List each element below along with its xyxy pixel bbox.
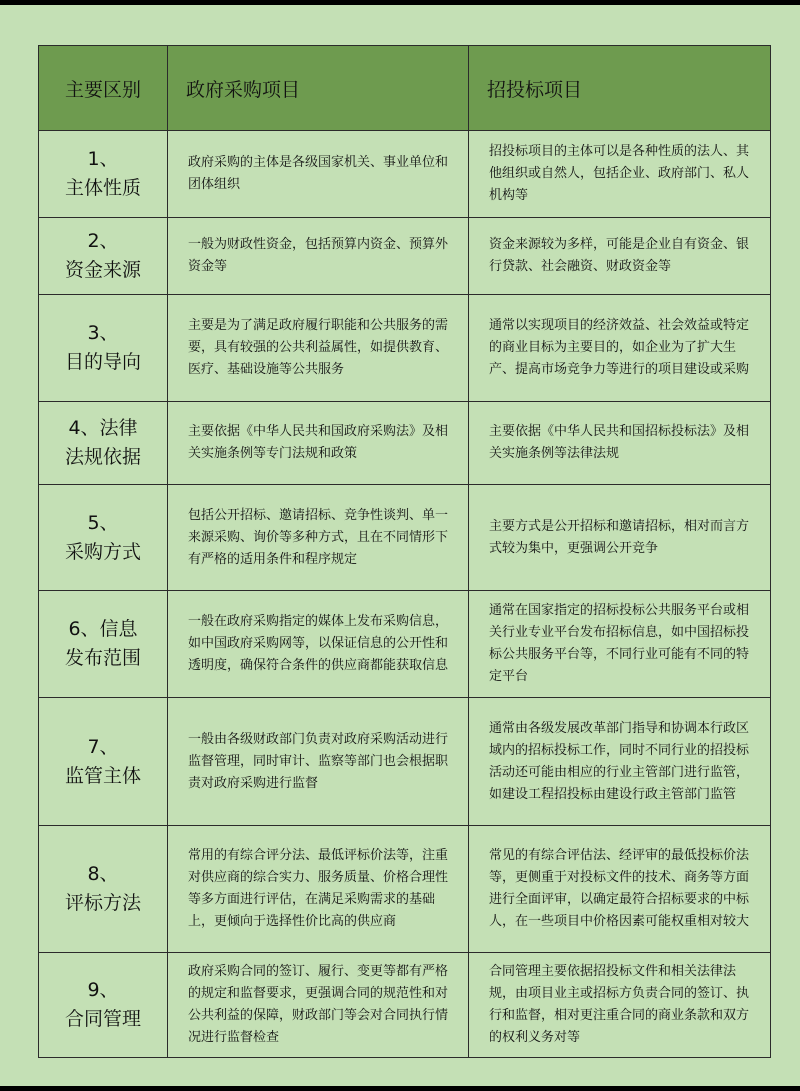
row-category-line2: 目的导向: [64, 351, 141, 373]
row-category-line1: 6、信息: [68, 618, 138, 640]
table-row: [39, 826, 771, 953]
row-category-line1: 9、: [87, 979, 119, 1001]
table-row: [39, 591, 771, 698]
row-category-line2: 合同管理: [64, 1008, 141, 1030]
row-category-line2: 发布范围: [64, 647, 141, 669]
row-category-line1: 7、: [87, 735, 119, 758]
row-category: [39, 295, 168, 402]
row-category: [39, 698, 168, 826]
table-row: [39, 485, 771, 591]
bidding-cell: 通常由各级发展改革部门指导和协调本行政区域内的招标投标工作，同时不同行业的招投标活动还可能由相应的行业主管部门进行监管，如建设工程招投标由建设行政主管部门监管: [469, 698, 771, 826]
government-cell: 政府采购合同的签订、履行、变更等都有严格的规定和监督要求，更强调合同的规范性和对公共利益的保障，财政部门等会对合同执行情况进行监督检查: [168, 953, 469, 1058]
bidding-cell: 通常在国家指定的招标投标公共服务平台或相关行业专业平台发布招标信息，如中国招标投标公共服务平台等，不同行业可能有不同的特定平台: [469, 591, 771, 698]
table-row: [39, 402, 771, 485]
row-category-line2: 主体性质: [64, 177, 141, 199]
government-cell: 一般在政府采购指定的媒体上发布采购信息，如中国政府采购网等，以保证信息的公开性和透明度，确保符合条件的供应商都能获取信息: [168, 591, 469, 698]
row-category: [39, 953, 168, 1058]
bidding-cell: 主要方式是公开招标和邀请招标，相对而言方式较为集中，更强调公开竞争: [469, 485, 771, 591]
row-category-line2: 监管主体: [64, 764, 141, 787]
government-cell: 政府采购的主体是各级国家机关、事业单位和团体组织: [168, 131, 469, 218]
government-cell: 主要是为了满足政府履行职能和公共服务的需要，具有较强的公共利益属性，如提供教育、医疗、基础设施等公共服务: [168, 295, 469, 402]
government-cell: 主要依据《中华人民共和国政府采购法》及相关实施条例等专门法规和政策: [168, 402, 469, 485]
row-category-line1: 4、法律: [68, 417, 138, 439]
comparison-page: [0, 5, 800, 1086]
bidding-cell: 资金来源较为多样，可能是企业自有资金、银行贷款、社会融资、财政资金等: [469, 218, 771, 295]
row-category-line1: 8、: [87, 863, 119, 885]
header-bidding-project: 招投标项目: [469, 46, 771, 131]
government-cell: 包括公开招标、邀请招标、竞争性谈判、单一来源采购、询价等多种方式，且在不同情形下有严格的适用条件和程序规定: [168, 485, 469, 591]
government-cell: 常用的有综合评分法、最低评标价法等，注重对供应商的综合实力、服务质量、价格合理性等多方面进行评估，在满足采购需求的基础上，更倾向于选择性价比高的供应商: [168, 826, 469, 953]
table-row: [39, 131, 771, 218]
header-category: 主要区别: [39, 46, 168, 131]
comparison-table: [38, 45, 771, 1058]
row-category-line1: 1、: [87, 148, 119, 170]
bidding-cell: 主要依据《中华人民共和国招标投标法》及相关实施条例等法律法规: [469, 402, 771, 485]
bidding-cell: 招投标项目的主体可以是各种性质的法人、其他组织或自然人，包括企业、政府部门、私人机构等: [469, 131, 771, 218]
row-category: [39, 131, 168, 218]
row-category: [39, 218, 168, 295]
bidding-cell: 常见的有综合评估法、经评审的最低投标价法等，更侧重于对投标文件的技术、商务等方面进行全面评审，以确定最符合招标要求的中标人，在一些项目中价格因素可能权重相对较大: [469, 826, 771, 953]
row-category-line2: 采购方式: [64, 540, 141, 563]
row-category-line1: 2、: [87, 230, 119, 252]
bidding-cell: 合同管理主要依据招投标文件和相关法律法规，由项目业主或招标方负责合同的签订、执行和监督，相对更注重合同的商业条款和双方的权利义务对等: [469, 953, 771, 1058]
row-category: [39, 402, 168, 485]
row-category-line1: 3、: [87, 322, 119, 344]
row-category-line2: 评标方法: [64, 892, 141, 914]
table-row: [39, 295, 771, 402]
table-row: [39, 698, 771, 826]
row-category: [39, 485, 168, 591]
row-category-line2: 法规依据: [64, 446, 141, 468]
row-category-line2: 资金来源: [64, 259, 141, 281]
table-row: [39, 218, 771, 295]
table-row: [39, 953, 771, 1058]
government-cell: 一般为财政性资金，包括预算内资金、预算外资金等: [168, 218, 469, 295]
row-category: [39, 826, 168, 953]
row-category: [39, 591, 168, 698]
row-category-line1: 5、: [87, 511, 119, 534]
header-row: [39, 46, 771, 131]
bidding-cell: 通常以实现项目的经济效益、社会效益或特定的商业目标为主要目的，如企业为了扩大生产、提高市场竞争力等进行的项目建设或采购: [469, 295, 771, 402]
header-government-procurement: 政府采购项目: [168, 46, 469, 131]
government-cell: 一般由各级财政部门负责对政府采购活动进行监督管理，同时审计、监察等部门也会根据职责对政府采购进行监督: [168, 698, 469, 826]
